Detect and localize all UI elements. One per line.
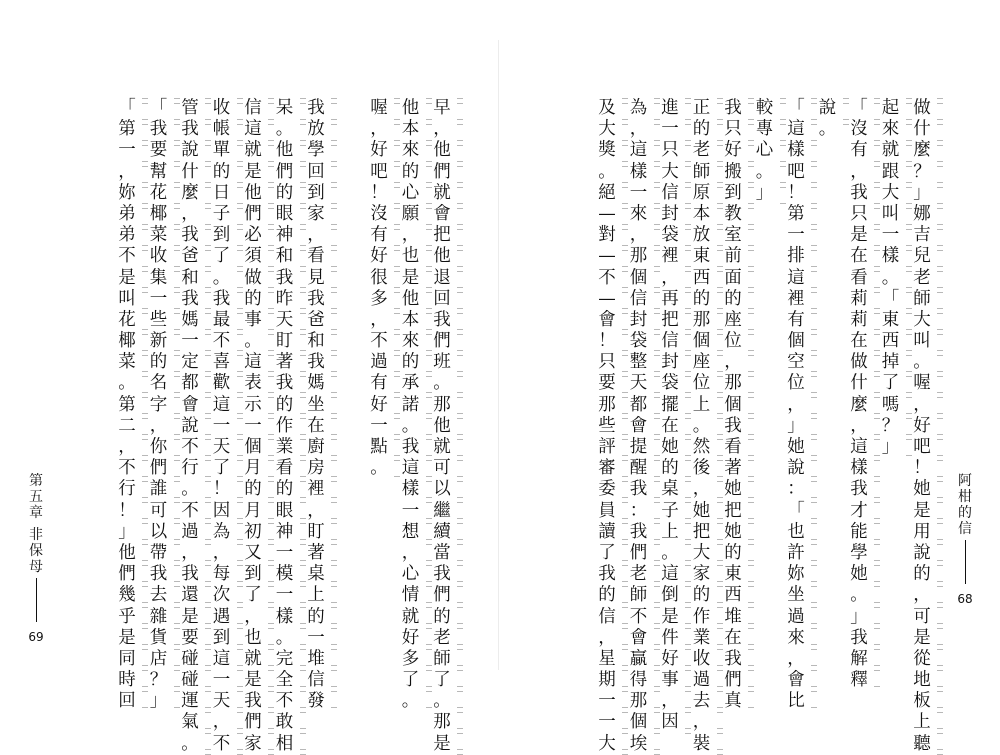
zhuyin-annotation-rail bbox=[622, 98, 628, 755]
right_page-column: 「 沒 有 ， 我 只 是 在 看 莉 莉 在 做 什 麼 ， 這 樣 我 才 能 學 她 。 」 我 解 釋 bbox=[847, 98, 871, 691]
zhuyin-annotation-rail bbox=[843, 98, 849, 140]
right_page-column: 做 什 麼 ？ 」 娜 吉 兒 老 師 大 叫 。 喔 ， 好 吧 ！ 她 是 用 說 的 ， 可 是 從 地 板 上 聽 bbox=[910, 98, 934, 755]
left_page-column: 早 ， 他 們 就 會 把 他 退 回 我 們 班 。 那 他 就 可 以 繼 續 當 我 們 的 老 師 了 。 那 是 bbox=[430, 98, 454, 755]
zhuyin-annotation-rail bbox=[654, 98, 660, 755]
right_page-column: 起 來 就 跟 大 叫 一 樣 。 「 東 西 掉 了 嗎 ？ 」 bbox=[879, 98, 903, 458]
left-header-vertical: 第 五 章 非 保 母 bbox=[29, 473, 43, 575]
zhuyin-annotation-rail bbox=[142, 98, 148, 712]
zhuyin-annotation-rail bbox=[906, 98, 912, 458]
right_page-column: 我 只 好 搬 到 教 室 前 面 的 座 位 ， 那 個 我 看 著 她 把 她 的 東 西 堆 在 我 們 真 bbox=[721, 98, 745, 712]
right-header-rule bbox=[965, 540, 966, 584]
left_page-column: 「 我 要 幫 花 椰 菜 收 集 一 些 新 的 名 字 ， 你 們 誰 可 以 帶 我 去 雜 貨 店 ？ 」 bbox=[147, 98, 171, 712]
left_page-column: 「 第 一 ， 妳 弟 弟 不 是 叫 花 椰 菜 。 第 二 ， 不 行 ！ 」 他 們 幾 乎 是 同 時 回 bbox=[115, 98, 139, 712]
zhuyin-annotation-rail bbox=[174, 98, 180, 712]
left-page-number: 69 bbox=[28, 630, 44, 644]
zhuyin-annotation-rail bbox=[748, 98, 754, 712]
zhuyin-annotation-rail bbox=[300, 98, 306, 755]
zhuyin-annotation-rail bbox=[205, 98, 211, 755]
right_page-column: 為 ， 這 樣 一 來 ， 那 個 信 封 袋 整 天 都 會 提 醒 我 ： 我 們 老 師 不 會 贏 得 那 個 埃 bbox=[627, 98, 651, 755]
zhuyin-annotation-rail bbox=[394, 98, 400, 479]
right_page-column: 及 大 獎 。 絕 — 對 — 不 — 會 ！ 只 要 那 些 評 審 委 員 讀 了 我 的 信 ， 星 期 一 一 大 bbox=[595, 98, 619, 755]
zhuyin-annotation-rail bbox=[426, 98, 432, 712]
right-page-number: 68 bbox=[957, 592, 973, 606]
left_page-column: 收 帳 單 的 日 子 到 了 。 我 最 不 喜 歡 這 一 天 了 ！ 因 為 ， 每 次 遇 到 這 一 天 ， 不 bbox=[210, 98, 234, 755]
right_page-column: 說 。 bbox=[816, 98, 840, 140]
right-header-vertical: 阿 柑 的 信 bbox=[958, 473, 972, 537]
zhuyin-annotation-rail bbox=[937, 98, 943, 755]
right-page bbox=[500, 0, 1000, 754]
left_page-column: 喔 ， 好 吧 ！ 沒 有 好 很 多 ， 不 過 有 好 一 點 。 bbox=[367, 98, 391, 479]
zhuyin-annotation-rail bbox=[874, 98, 880, 691]
right_page-column: 進 一 只 大 信 封 袋 裡 ， 再 把 信 封 袋 擺 在 她 的 桌 子 上 。 這 倒 是 件 好 事 ， 因 bbox=[658, 98, 682, 734]
zhuyin-annotation-rail bbox=[268, 98, 274, 755]
zhuyin-annotation-rail bbox=[811, 98, 817, 712]
right_page-column: 「 這 樣 吧 ！ 第 一 排 這 裡 有 個 空 位 ， 」 她 說 ： 「 也 許 妳 坐 過 來 ， 會 比 bbox=[784, 98, 808, 712]
right_page-column: 較 專 心 。 」 bbox=[753, 98, 777, 204]
left_page-column: 他 本 來 的 心 願 ， 也 是 他 本 來 的 承 諾 。 我 這 樣 一 想 ， 心 情 就 好 多 了 。 bbox=[399, 98, 423, 712]
zhuyin-annotation-rail bbox=[780, 98, 786, 204]
zhuyin-annotation-rail bbox=[685, 98, 691, 734]
left_page-column: 管 我 說 什 麼 ， 我 爸 和 我 媽 一 定 都 會 說 不 行 。 不 過 ， 我 還 是 要 碰 碰 運 氣 。 bbox=[178, 98, 202, 755]
left_page-column: 信 這 就 是 他 們 必 須 做 的 事 。 這 表 示 一 個 月 的 月 初 又 到 了 ， 也 就 是 我 們 家 bbox=[241, 98, 265, 755]
zhuyin-annotation-rail bbox=[457, 98, 463, 755]
zhuyin-annotation-rail bbox=[717, 98, 723, 755]
right-running-header bbox=[955, 470, 975, 608]
left_page-column: 呆 。 他 們 的 眼 神 和 我 昨 天 盯 著 我 的 作 業 看 的 眼 神 一 模 一 樣 。 完 全 不 敢 相 bbox=[273, 98, 297, 755]
right_page-column: 正 的 老 師 原 本 放 東 西 的 那 個 座 位 上 。 然 後 ， 她 把 大 家 的 作 業 收 過 去 ， 裝 bbox=[690, 98, 714, 755]
zhuyin-annotation-rail bbox=[331, 98, 337, 712]
left-header-rule bbox=[36, 578, 37, 622]
left-page bbox=[0, 0, 500, 754]
left_page-column: 我 放 學 回 到 家 ， 看 見 我 爸 和 我 媽 坐 在 廚 房 裡 ， 盯 著 桌 上 的 一 堆 信 發 bbox=[304, 98, 328, 712]
zhuyin-annotation-rail bbox=[237, 98, 243, 755]
left-running-header bbox=[26, 470, 46, 646]
